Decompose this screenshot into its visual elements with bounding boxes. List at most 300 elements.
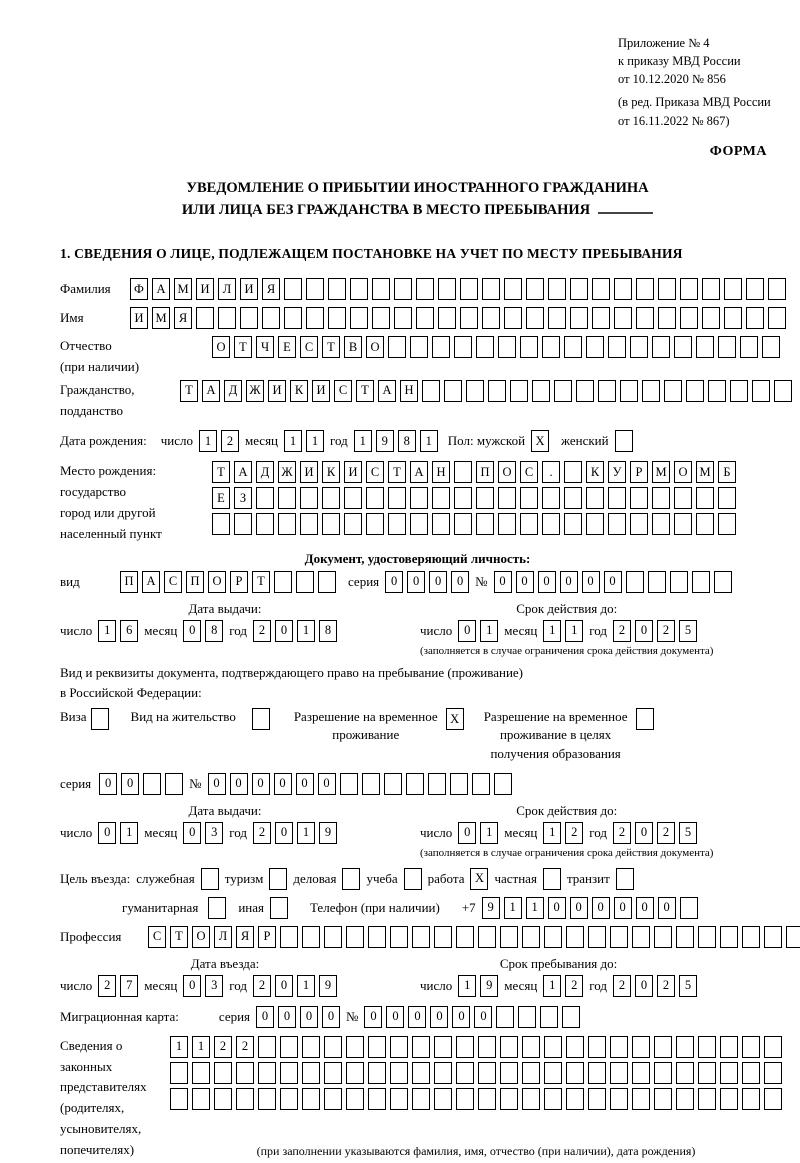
cell[interactable] (500, 1036, 518, 1058)
cell[interactable] (302, 1062, 320, 1084)
cell[interactable] (616, 868, 634, 890)
cell[interactable] (630, 487, 648, 509)
cell[interactable] (526, 278, 544, 300)
cell[interactable]: Т (252, 571, 270, 593)
cell[interactable]: Я (262, 278, 280, 300)
cell[interactable] (454, 513, 472, 535)
cell[interactable]: Ж (246, 380, 264, 402)
cell[interactable]: Л (214, 926, 232, 948)
cell[interactable] (366, 487, 384, 509)
cell[interactable] (632, 1062, 650, 1084)
doc-type-cells[interactable] (120, 571, 336, 593)
cell[interactable]: М (696, 461, 714, 483)
cell[interactable] (476, 513, 494, 535)
cell[interactable] (438, 278, 456, 300)
cell[interactable] (346, 926, 364, 948)
cell[interactable] (614, 307, 632, 329)
cell[interactable]: 0 (407, 571, 425, 593)
cell[interactable]: 1 (420, 430, 438, 452)
doc-valid-month-cells[interactable] (543, 620, 583, 642)
cell[interactable]: 2 (98, 975, 116, 997)
cell[interactable]: 0 (614, 897, 632, 919)
cell[interactable] (544, 1062, 562, 1084)
cell[interactable] (762, 336, 780, 358)
residence-permit-checkbox[interactable] (252, 708, 270, 730)
cell[interactable] (730, 380, 748, 402)
cell[interactable] (566, 1062, 584, 1084)
cell[interactable] (280, 1036, 298, 1058)
mig-number-cells[interactable] (364, 1006, 580, 1028)
cell[interactable] (636, 307, 654, 329)
cell[interactable] (620, 380, 638, 402)
purpose-transit-checkbox[interactable] (616, 868, 634, 890)
cell[interactable] (586, 487, 604, 509)
cell[interactable]: Р (630, 461, 648, 483)
cell[interactable]: П (186, 571, 204, 593)
cell[interactable]: Р (258, 926, 276, 948)
doc-issue-day-cells[interactable] (98, 620, 138, 642)
cell[interactable]: Т (170, 926, 188, 948)
cell[interactable]: 0 (364, 1006, 382, 1028)
cell[interactable]: 3 (205, 975, 223, 997)
cell[interactable]: К (322, 461, 340, 483)
cell[interactable] (482, 278, 500, 300)
purpose-business-checkbox[interactable] (342, 868, 360, 890)
cell[interactable]: И (312, 380, 330, 402)
cell[interactable]: 0 (592, 897, 610, 919)
cell[interactable] (520, 336, 538, 358)
cell[interactable]: 5 (679, 620, 697, 642)
cell[interactable] (500, 1088, 518, 1110)
cell[interactable] (306, 307, 324, 329)
cell[interactable] (566, 926, 584, 948)
cell[interactable]: 9 (376, 430, 394, 452)
cell[interactable] (143, 773, 161, 795)
res-issue-year-cells[interactable] (253, 822, 337, 844)
cell[interactable] (201, 868, 219, 890)
cell[interactable] (544, 1088, 562, 1110)
cell[interactable] (564, 461, 582, 483)
cell[interactable]: 9 (319, 822, 337, 844)
cell[interactable] (718, 336, 736, 358)
cell[interactable] (746, 307, 764, 329)
cell[interactable] (658, 307, 676, 329)
cell[interactable] (416, 307, 434, 329)
cell[interactable] (532, 380, 550, 402)
cell[interactable] (494, 773, 512, 795)
cell[interactable]: О (212, 336, 230, 358)
cell[interactable] (412, 1036, 430, 1058)
res-number-cells[interactable] (208, 773, 512, 795)
cell[interactable]: 1 (543, 975, 561, 997)
cell[interactable] (208, 897, 226, 919)
cell[interactable]: 2 (613, 822, 631, 844)
cell[interactable]: П (476, 461, 494, 483)
cell[interactable] (696, 487, 714, 509)
cell[interactable] (404, 868, 422, 890)
cell[interactable] (680, 307, 698, 329)
birth-place-row3-cells[interactable] (212, 513, 736, 535)
profession-cells[interactable] (148, 926, 800, 948)
res-series-cells[interactable] (99, 773, 183, 795)
surname-cells[interactable] (130, 278, 786, 300)
purpose-private-checkbox[interactable] (543, 868, 561, 890)
cell[interactable]: 0 (322, 1006, 340, 1028)
cell[interactable] (170, 1088, 188, 1110)
cell[interactable] (214, 1062, 232, 1084)
cell[interactable]: Д (224, 380, 242, 402)
cell[interactable] (588, 1062, 606, 1084)
cell[interactable] (456, 1036, 474, 1058)
mig-series-cells[interactable] (256, 1006, 340, 1028)
cell[interactable] (498, 336, 516, 358)
cell[interactable] (764, 1036, 782, 1058)
cell[interactable]: 5 (679, 975, 697, 997)
cell[interactable] (416, 278, 434, 300)
cell[interactable]: 1 (354, 430, 372, 452)
cell[interactable] (698, 926, 716, 948)
purpose-tourism-checkbox[interactable] (269, 868, 287, 890)
patronymic-cells[interactable] (212, 336, 780, 358)
cell[interactable]: 9 (480, 975, 498, 997)
cell[interactable] (270, 897, 288, 919)
cell[interactable] (554, 380, 572, 402)
cell[interactable] (500, 926, 518, 948)
cell[interactable]: 0 (98, 822, 116, 844)
cell[interactable] (740, 336, 758, 358)
cell[interactable] (588, 926, 606, 948)
cell[interactable]: 0 (296, 773, 314, 795)
cell[interactable] (522, 926, 540, 948)
cell[interactable] (368, 926, 386, 948)
cell[interactable]: К (586, 461, 604, 483)
cell[interactable] (542, 487, 560, 509)
cell[interactable] (526, 307, 544, 329)
cell[interactable] (652, 336, 670, 358)
temp-residence-edu-checkbox[interactable] (636, 708, 654, 730)
cell[interactable]: 1 (565, 620, 583, 642)
sex-male-checkbox[interactable] (531, 430, 549, 452)
cell[interactable] (478, 1062, 496, 1084)
cell[interactable] (324, 1062, 342, 1084)
cell[interactable]: И (240, 278, 258, 300)
cell[interactable] (280, 926, 298, 948)
cell[interactable] (300, 513, 318, 535)
cell[interactable]: 9 (319, 975, 337, 997)
cell[interactable] (165, 773, 183, 795)
cell[interactable] (346, 1062, 364, 1084)
cell[interactable]: 0 (208, 773, 226, 795)
cell[interactable]: 2 (253, 822, 271, 844)
cell[interactable] (520, 513, 538, 535)
cell[interactable] (350, 307, 368, 329)
cell[interactable]: О (192, 926, 210, 948)
cell[interactable] (284, 278, 302, 300)
cell[interactable]: 1 (297, 822, 315, 844)
cell[interactable] (564, 487, 582, 509)
cell[interactable] (328, 278, 346, 300)
cell[interactable]: 8 (319, 620, 337, 642)
cell[interactable] (269, 868, 287, 890)
cell[interactable]: Е (278, 336, 296, 358)
cell[interactable]: 6 (120, 620, 138, 642)
cell[interactable] (478, 1088, 496, 1110)
cell[interactable]: 1 (297, 620, 315, 642)
cell[interactable] (608, 336, 626, 358)
cell[interactable] (280, 1062, 298, 1084)
cell[interactable] (432, 487, 450, 509)
cell[interactable]: 0 (385, 571, 403, 593)
cell[interactable]: Н (400, 380, 418, 402)
cell[interactable] (410, 513, 428, 535)
cell[interactable] (346, 1088, 364, 1110)
doc-number-cells[interactable] (494, 571, 732, 593)
cell[interactable] (350, 278, 368, 300)
cell[interactable] (432, 336, 450, 358)
cell[interactable] (476, 487, 494, 509)
cell[interactable]: 0 (635, 975, 653, 997)
cell[interactable] (296, 571, 314, 593)
cell[interactable] (328, 307, 346, 329)
purpose-work-checkbox[interactable] (470, 868, 488, 890)
cell[interactable] (322, 487, 340, 509)
cell[interactable]: Т (388, 461, 406, 483)
cell[interactable]: Т (356, 380, 374, 402)
cell[interactable]: Ф (130, 278, 148, 300)
cell[interactable] (482, 307, 500, 329)
cell[interactable]: 0 (494, 571, 512, 593)
cell[interactable]: М (652, 461, 670, 483)
cell[interactable] (654, 1088, 672, 1110)
cell[interactable]: Л (218, 278, 236, 300)
cell[interactable]: Н (432, 461, 450, 483)
cell[interactable]: 0 (582, 571, 600, 593)
cell[interactable] (394, 278, 412, 300)
cell[interactable] (434, 1036, 452, 1058)
cell[interactable]: Д (256, 461, 274, 483)
cell[interactable] (764, 1088, 782, 1110)
cell[interactable] (368, 1088, 386, 1110)
cell[interactable] (610, 1062, 628, 1084)
cell[interactable] (576, 380, 594, 402)
cell[interactable]: С (148, 926, 166, 948)
cell[interactable] (498, 513, 516, 535)
cell[interactable] (434, 1062, 452, 1084)
cell[interactable]: 7 (120, 975, 138, 997)
cell[interactable] (438, 307, 456, 329)
cell[interactable]: С (520, 461, 538, 483)
cell[interactable] (562, 1006, 580, 1028)
cell[interactable] (322, 513, 340, 535)
cell[interactable]: 2 (613, 975, 631, 997)
cell[interactable] (192, 1062, 210, 1084)
cell[interactable]: 0 (252, 773, 270, 795)
cell[interactable] (608, 513, 626, 535)
cell[interactable] (664, 380, 682, 402)
cell[interactable]: И (268, 380, 286, 402)
cell[interactable] (170, 1062, 188, 1084)
stay-day-cells[interactable] (458, 975, 498, 997)
cell[interactable]: 0 (318, 773, 336, 795)
cell[interactable]: 0 (99, 773, 117, 795)
cell[interactable] (586, 513, 604, 535)
cell[interactable]: И (300, 461, 318, 483)
entry-month-cells[interactable] (183, 975, 223, 997)
cell[interactable] (588, 1088, 606, 1110)
cell[interactable]: О (498, 461, 516, 483)
cell[interactable] (654, 1062, 672, 1084)
cell[interactable] (542, 513, 560, 535)
cell[interactable]: Р (230, 571, 248, 593)
cell[interactable]: Е (212, 487, 230, 509)
cell[interactable]: 2 (657, 975, 675, 997)
cell[interactable]: А (202, 380, 220, 402)
cell[interactable] (390, 1062, 408, 1084)
cell[interactable]: 1 (192, 1036, 210, 1058)
cell[interactable] (450, 773, 468, 795)
cell[interactable] (652, 513, 670, 535)
cell[interactable]: 0 (256, 1006, 274, 1028)
cell[interactable] (196, 307, 214, 329)
cell[interactable]: З (234, 487, 252, 509)
cell[interactable]: 0 (121, 773, 139, 795)
cell[interactable] (542, 336, 560, 358)
cell[interactable] (652, 487, 670, 509)
cell[interactable] (236, 1088, 254, 1110)
cell[interactable] (676, 926, 694, 948)
cell[interactable] (696, 513, 714, 535)
cell[interactable] (543, 868, 561, 890)
cell[interactable]: 1 (297, 975, 315, 997)
cell[interactable] (724, 307, 742, 329)
cell[interactable] (626, 571, 644, 593)
cell[interactable] (674, 513, 692, 535)
cell[interactable]: С (164, 571, 182, 593)
cell[interactable]: 0 (429, 571, 447, 593)
cell[interactable] (302, 1036, 320, 1058)
cell[interactable] (686, 380, 704, 402)
cell[interactable] (318, 571, 336, 593)
cell[interactable] (394, 307, 412, 329)
cell[interactable] (280, 1088, 298, 1110)
cell[interactable]: 0 (570, 897, 588, 919)
cell[interactable] (432, 513, 450, 535)
cell[interactable]: X (470, 868, 488, 890)
cell[interactable]: 1 (458, 975, 476, 997)
cell[interactable] (428, 773, 446, 795)
cell[interactable] (456, 1062, 474, 1084)
cell[interactable] (466, 380, 484, 402)
cell[interactable]: 0 (183, 975, 201, 997)
cell[interactable]: 0 (183, 620, 201, 642)
cell[interactable] (472, 773, 490, 795)
cell[interactable]: П (120, 571, 138, 593)
cell[interactable] (680, 897, 698, 919)
cell[interactable]: К (290, 380, 308, 402)
cell[interactable]: 0 (604, 571, 622, 593)
cell[interactable]: М (174, 278, 192, 300)
cell[interactable] (746, 278, 764, 300)
cell[interactable]: 0 (516, 571, 534, 593)
cell[interactable] (434, 1088, 452, 1110)
cell[interactable]: Я (236, 926, 254, 948)
cell[interactable] (91, 708, 109, 730)
cell[interactable]: С (300, 336, 318, 358)
cell[interactable] (774, 380, 792, 402)
visa-checkbox[interactable] (91, 708, 109, 730)
cell[interactable] (422, 380, 440, 402)
entry-year-cells[interactable] (253, 975, 337, 997)
cell[interactable] (476, 336, 494, 358)
cell[interactable]: 1 (284, 430, 302, 452)
cell[interactable]: Т (180, 380, 198, 402)
cell[interactable] (240, 307, 258, 329)
doc-issue-year-cells[interactable] (253, 620, 337, 642)
cell[interactable] (698, 1036, 716, 1058)
cell[interactable] (302, 926, 320, 948)
cell[interactable] (702, 278, 720, 300)
cell[interactable] (564, 513, 582, 535)
cell[interactable] (676, 1062, 694, 1084)
representatives-row2-cells[interactable] (170, 1062, 782, 1084)
cell[interactable] (496, 1006, 514, 1028)
cell[interactable]: 0 (635, 822, 653, 844)
cell[interactable] (412, 1088, 430, 1110)
cell[interactable]: 0 (538, 571, 556, 593)
cell[interactable] (648, 571, 666, 593)
doc-valid-day-cells[interactable] (458, 620, 498, 642)
cell[interactable] (566, 1088, 584, 1110)
cell[interactable]: 1 (170, 1036, 188, 1058)
cell[interactable] (236, 1062, 254, 1084)
cell[interactable]: Ч (256, 336, 274, 358)
cell[interactable]: 2 (613, 620, 631, 642)
cell[interactable] (500, 1062, 518, 1084)
cell[interactable] (444, 380, 462, 402)
cell[interactable] (522, 1036, 540, 1058)
cell[interactable]: 2 (214, 1036, 232, 1058)
cell[interactable] (324, 1036, 342, 1058)
cell[interactable] (636, 708, 654, 730)
cell[interactable]: 8 (398, 430, 416, 452)
cell[interactable]: 2 (565, 975, 583, 997)
cell[interactable] (460, 307, 478, 329)
cell[interactable] (608, 487, 626, 509)
cell[interactable]: 0 (183, 822, 201, 844)
cell[interactable]: 9 (482, 897, 500, 919)
cell[interactable] (742, 1062, 760, 1084)
cell[interactable]: 2 (253, 975, 271, 997)
cell[interactable] (714, 571, 732, 593)
cell[interactable] (615, 430, 633, 452)
cell[interactable]: 1 (543, 620, 561, 642)
cell[interactable]: 2 (657, 620, 675, 642)
cell[interactable] (708, 380, 726, 402)
cell[interactable]: 0 (386, 1006, 404, 1028)
cell[interactable] (278, 513, 296, 535)
cell[interactable]: 8 (205, 620, 223, 642)
cell[interactable] (410, 487, 428, 509)
cell[interactable] (670, 571, 688, 593)
cell[interactable] (258, 1036, 276, 1058)
cell[interactable] (702, 307, 720, 329)
cell[interactable]: 1 (306, 430, 324, 452)
cell[interactable]: 1 (480, 620, 498, 642)
cell[interactable] (598, 380, 616, 402)
cell[interactable]: 0 (230, 773, 248, 795)
cell[interactable] (764, 1062, 782, 1084)
cell[interactable]: И (344, 461, 362, 483)
